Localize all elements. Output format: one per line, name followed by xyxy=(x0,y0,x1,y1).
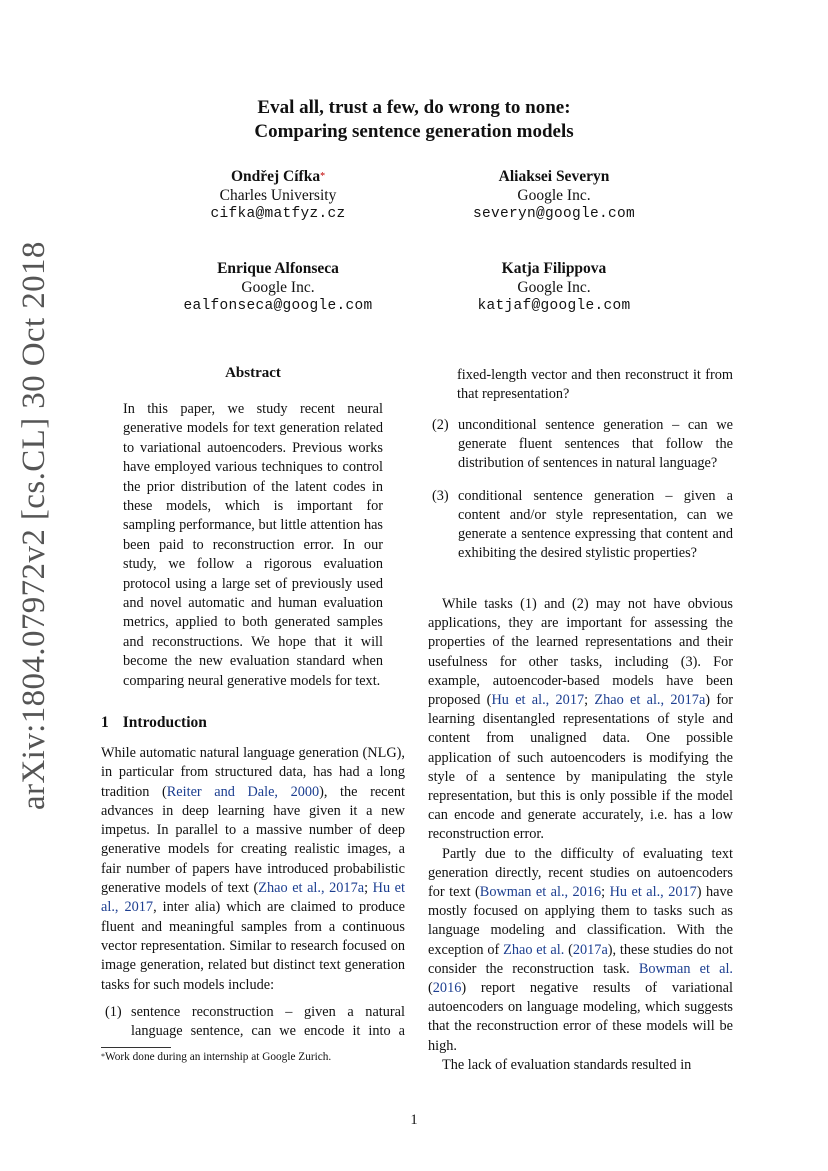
list-item-1-continued xyxy=(457,366,733,404)
abstract xyxy=(101,364,405,383)
section-title: Introduction xyxy=(122,714,207,731)
footnote-mark: * xyxy=(320,171,326,182)
author-block-3 xyxy=(128,259,428,316)
citation-link[interactable]: Hu et al., 2017 xyxy=(101,880,405,916)
citation-link[interactable]: Bowman et al., 2016 xyxy=(479,884,602,901)
text-run: While tasks (1) and (2) may not have obvious applications, they are important for assessing the properties of the learned representations and their usefulness for other tasks, including (3). For example, autoencoder-based models have been proposed ( xyxy=(428,596,733,709)
abstract-heading: Abstract xyxy=(225,365,281,381)
author-affiliation: Google Inc. xyxy=(241,279,315,296)
list-number: (3) xyxy=(432,488,449,504)
text-run: ), the recent advances in deep learning have given it a new impetus. In parallel to a massive number of deep generative models for creating realistic images, a fair number of papers have introduced probabilistic generative models of text ( xyxy=(101,783,405,897)
list-item-2 xyxy=(432,416,733,473)
list-text: unconditional sentence generation – can we generate fluent sentences that follow the distribution of sentences in natural language? xyxy=(458,417,733,471)
text-run: , inter alia) which are claimed to produce fluent and meaningful samples from a continuous vector representation. Similar to research focused on image generation, related but distinct text generation tasks for such models include: xyxy=(101,899,406,993)
text-run: ; xyxy=(584,692,595,709)
author-name: Aliaksei Severyn xyxy=(498,168,610,185)
text-run: ) have mostly focused on applying them to tasks such as language modeling and classification. With the exception of xyxy=(428,884,733,958)
citation-link[interactable]: 2016 xyxy=(432,980,462,997)
abstract-text: In this paper, we study recent neural generative models for text generation related to variational autoencoders. Previous works have employed various techniques to control the prior distribution of the latent codes in these models, which is important for sampling performance, but little attention has been paid to reconstruction error. In our study, we follow a rigorous evaluation protocol using a large set of previously used and novel automatic and human evaluation metrics, applied to both generated samples and reconstructions. We hope that it will become the new evaluation standard when comparing neural generative models for text. xyxy=(123,401,383,689)
right-column-body xyxy=(428,595,733,1075)
list-text: sentence reconstruction – given a natural language sentence, can we encode it into a xyxy=(131,1004,405,1039)
list-text: conditional sentence generation – given a content and/or style representation, can we generate a sentence expressing that content and exhibiting the desired stylistic properties? xyxy=(458,488,733,561)
text-run: While automatic natural language generation (NLG), in particular from structured data, has had a long tradition ( xyxy=(101,745,405,800)
author-name: Katja Filippova xyxy=(501,260,607,277)
author-email: ealfonseca@google.com xyxy=(183,298,373,314)
citation-link[interactable]: Hu et al., 2017 xyxy=(609,884,697,901)
author-email: cifka@matfyz.cz xyxy=(210,206,346,222)
list-number: (1) xyxy=(105,1004,122,1020)
footnote-rule xyxy=(101,1047,171,1048)
section-heading-introduction xyxy=(101,714,207,732)
list-item-3 xyxy=(432,487,733,563)
author-affiliation: Google Inc. xyxy=(517,187,591,204)
author-name: Enrique Alfonseca xyxy=(217,260,339,277)
text-run: ), these studies do not consider the reconstruction task. xyxy=(428,941,733,977)
citation-link[interactable]: Zhao et al. xyxy=(503,941,565,958)
title-line-2: Comparing sentence generation models xyxy=(254,121,574,142)
citation-link[interactable]: Hu et al., 2017 xyxy=(491,692,585,709)
author-block-2 xyxy=(404,167,704,224)
citation-link[interactable]: Zhao et al., 2017a xyxy=(594,692,706,709)
paragraph xyxy=(428,595,733,845)
author-block-1 xyxy=(128,167,428,224)
citation-link[interactable]: Zhao et al., 2017a xyxy=(258,880,365,897)
abstract-body xyxy=(123,400,383,691)
text-run: Partly due to the difficulty of evaluating text generation directly, recent studies on autoencoders for text ( xyxy=(428,845,733,901)
paragraph: Partly due to the difficulty of evaluating text generation directly, recent studies on autoencoders for text (Bowman et al., 2016; Hu et al., 2017) have mostly focused on applying them to tasks such as language modeling and classification. With the exception of Zhao et al. (2017a), these studies do not consider the reconstruction task. Bowman et al. (2016) report negative results of variational autoencoders on language modeling, which suggests that the reconstruction error of these models will be high. xyxy=(428,845,733,1054)
footnote xyxy=(101,1050,331,1064)
text-run: ) for learning disentangled representations of style and content from unaligned data. One possible application of such autoencoders is modifying the style of a sentence by manipulating the style representation, but this is only possible if the model can encode and generate accurately, i.e. has a low reconstruction error. xyxy=(428,692,734,843)
intro-paragraph xyxy=(101,744,405,995)
list-number: (2) xyxy=(432,417,449,433)
page-number: 1 xyxy=(410,1112,418,1128)
arxiv-stamp: arXiv:1804.07972v2 [cs.CL] 30 Oct 2018 xyxy=(16,241,52,810)
list-item-1 xyxy=(105,1003,405,1041)
citation-link[interactable]: Reiter and Dale, 2000 xyxy=(166,783,320,800)
citation-link[interactable]: Bowman et al. xyxy=(638,960,733,977)
paragraph: The lack of evaluation standards resulted in xyxy=(442,1056,692,1073)
paper-title xyxy=(0,96,828,144)
author-affiliation: Charles University xyxy=(219,187,337,204)
author-email: severyn@google.com xyxy=(472,206,636,222)
text-run: ) report negative results of variational autoencoders on language modeling, which suggests that the reconstruction error of these models will be high. xyxy=(428,980,733,1054)
author-block-4 xyxy=(404,259,704,316)
section-number: 1 xyxy=(101,714,109,731)
citation-link[interactable]: 2017a xyxy=(572,941,608,958)
author-name: Ondřej Cífka xyxy=(230,168,321,185)
text-run: ; xyxy=(364,880,373,897)
footnote-mark: * xyxy=(101,1052,105,1061)
list-text-continued: fixed-length vector and then reconstruct it from that representation? xyxy=(457,367,733,402)
footnote-text: Work done during an internship at Google Zurich. xyxy=(105,1051,332,1063)
author-affiliation: Google Inc. xyxy=(517,279,591,296)
text-run: ; xyxy=(601,884,610,901)
author-email: katjaf@google.com xyxy=(477,298,631,314)
title-line-1: Eval all, trust a few, do wrong to none: xyxy=(257,97,571,118)
